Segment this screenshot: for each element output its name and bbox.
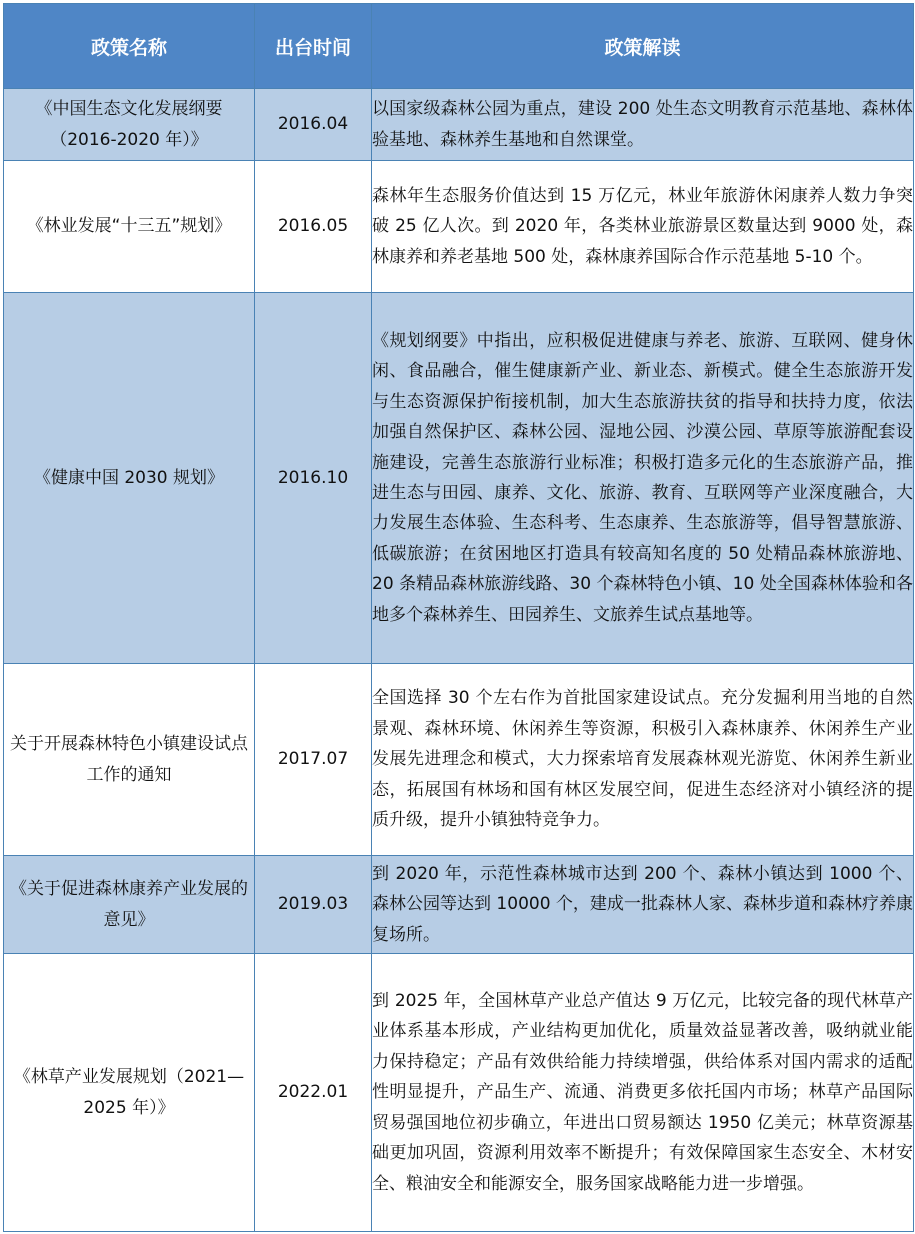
column-header-policy-interpretation: 政策解读 bbox=[372, 4, 914, 89]
table-row bbox=[4, 89, 914, 161]
column-header-policy-name: 政策名称 bbox=[4, 4, 255, 89]
issue-date-cell bbox=[255, 664, 372, 856]
issue-date: 2019.03 bbox=[277, 894, 349, 915]
policy-interpretation: 森林年生态服务价值达到 15 万亿元，林业年旅游休闲康养人数力争突破 25 亿人次。到 2020 年，各类林业旅游景区数量达到 9000 处，森林康养和养老基地 500 处，森林康养国际合作示范基地 5-10 个。 bbox=[372, 185, 913, 267]
policy-interpretation: 全国选择 30 个左右作为首批国家建设试点。充分发掘利用当地的自然景观、森林环境、休闲养生等资源，积极引入森林康养、休闲养生产业发展先进理念和模式，大力探索培育发展森林观光游览、休闲养生新业态，拓展国有林场和国有林区发展空间，促进生态经济对小镇经济的提质升级，提升小镇独特竞争力。 bbox=[372, 688, 913, 831]
table-row bbox=[4, 856, 914, 954]
policy-interpretation-cell bbox=[372, 293, 914, 664]
policy-interpretation-cell bbox=[372, 89, 914, 161]
issue-date: 2017.07 bbox=[277, 749, 349, 770]
policy-interpretation-cell bbox=[372, 161, 914, 293]
policy-interpretation: 以国家级森林公园为重点，建设 200 处生态文明教育示范基地、森林体验基地、森林养生基地和自然课堂。 bbox=[372, 99, 913, 150]
issue-date-cell bbox=[255, 89, 372, 161]
issue-date: 2016.10 bbox=[277, 467, 349, 488]
policy-name: 《关于促进森林康养产业发展的意见》 bbox=[10, 879, 248, 930]
policy-name-cell bbox=[4, 89, 255, 161]
policy-name: 《中国生态文化发展纲要（2016-2020 年）》 bbox=[35, 99, 223, 150]
policy-name-cell bbox=[4, 293, 255, 664]
policy-name: 《林草产业发展规划（2021—2025 年）》 bbox=[13, 1067, 245, 1118]
policy-name-cell bbox=[4, 856, 255, 954]
table-row bbox=[4, 954, 914, 1232]
policy-name: 《林业发展“十三五”规划》 bbox=[26, 216, 232, 237]
table-row bbox=[4, 293, 914, 664]
table-row bbox=[4, 664, 914, 856]
table-row bbox=[4, 161, 914, 293]
policy-interpretation-cell bbox=[372, 856, 914, 954]
issue-date: 2022.01 bbox=[277, 1082, 349, 1103]
issue-date-cell bbox=[255, 293, 372, 664]
policy-name: 《健康中国 2030 规划》 bbox=[33, 467, 225, 488]
policy-name-cell bbox=[4, 161, 255, 293]
table-header-row bbox=[4, 4, 914, 89]
issue-date: 2016.04 bbox=[277, 114, 349, 135]
policy-interpretation: 到 2020 年，示范性森林城市达到 200 个、森林小镇达到 1000 个、森林公园等达到 10000 个，建成一批森林人家、森林步道和森林疗养康复场所。 bbox=[372, 863, 913, 945]
policy-name: 关于开展森林特色小镇建设试点工作的通知 bbox=[10, 734, 248, 785]
policy-name-cell bbox=[4, 954, 255, 1232]
policy-interpretation: 《规划纲要》中指出，应积极促进健康与养老、旅游、互联网、健身休闲、食品融合，催生健康新产业、新业态、新模式。健全生态旅游开发与生态资源保护衔接机制，加大生态旅游扶贫的指导和扶持力度，依法加强自然保护区、森林公园、湿地公园、沙漠公园、草原等旅游配套设施建设，完善生态旅游行业标准；积极打造多元化的生态旅游产品，推进生态与田园、康养、文化、旅游、教育、互联网等产业深度融合，大力发展生态体验、生态科考、生态康养、生态旅游等，倡导智慧旅游、低碳旅游；在贫困地区打造具有较高知名度的 50 处精品森林旅游地、20 条精品森林旅游线路、30 个森林特色小镇、10 处全国森林体验和各地多个森林养生、田园养生、文旅养生试点基地等。 bbox=[372, 330, 913, 625]
policy-interpretation: 到 2025 年，全国林草产业总产值达 9 万亿元，比较完备的现代林草产业体系基本形成，产业结构更加优化，质量效益显著改善，吸纳就业能力保持稳定；产品有效供给能力持续增强，供给体系对国内需求的适配性明显提升，产品生产、流通、消费更多依托国内市场；林草产品国际贸易强国地位初步确立，年进出口贸易额达 1950 亿美元；林草资源基础更加巩固，资源利用效率不断提升；有效保障国家生态安全、木材安全、粮油安全和能源安全，服务国家战略能力进一步增强。 bbox=[372, 991, 913, 1194]
issue-date-cell bbox=[255, 856, 372, 954]
policy-name-cell bbox=[4, 664, 255, 856]
issue-date-cell bbox=[255, 161, 372, 293]
policy-interpretation-cell bbox=[372, 954, 914, 1232]
column-header-issue-date: 出台时间 bbox=[255, 4, 372, 89]
issue-date-cell bbox=[255, 954, 372, 1232]
policy-table bbox=[3, 3, 914, 1232]
issue-date: 2016.05 bbox=[277, 216, 349, 237]
policy-interpretation-cell bbox=[372, 664, 914, 856]
